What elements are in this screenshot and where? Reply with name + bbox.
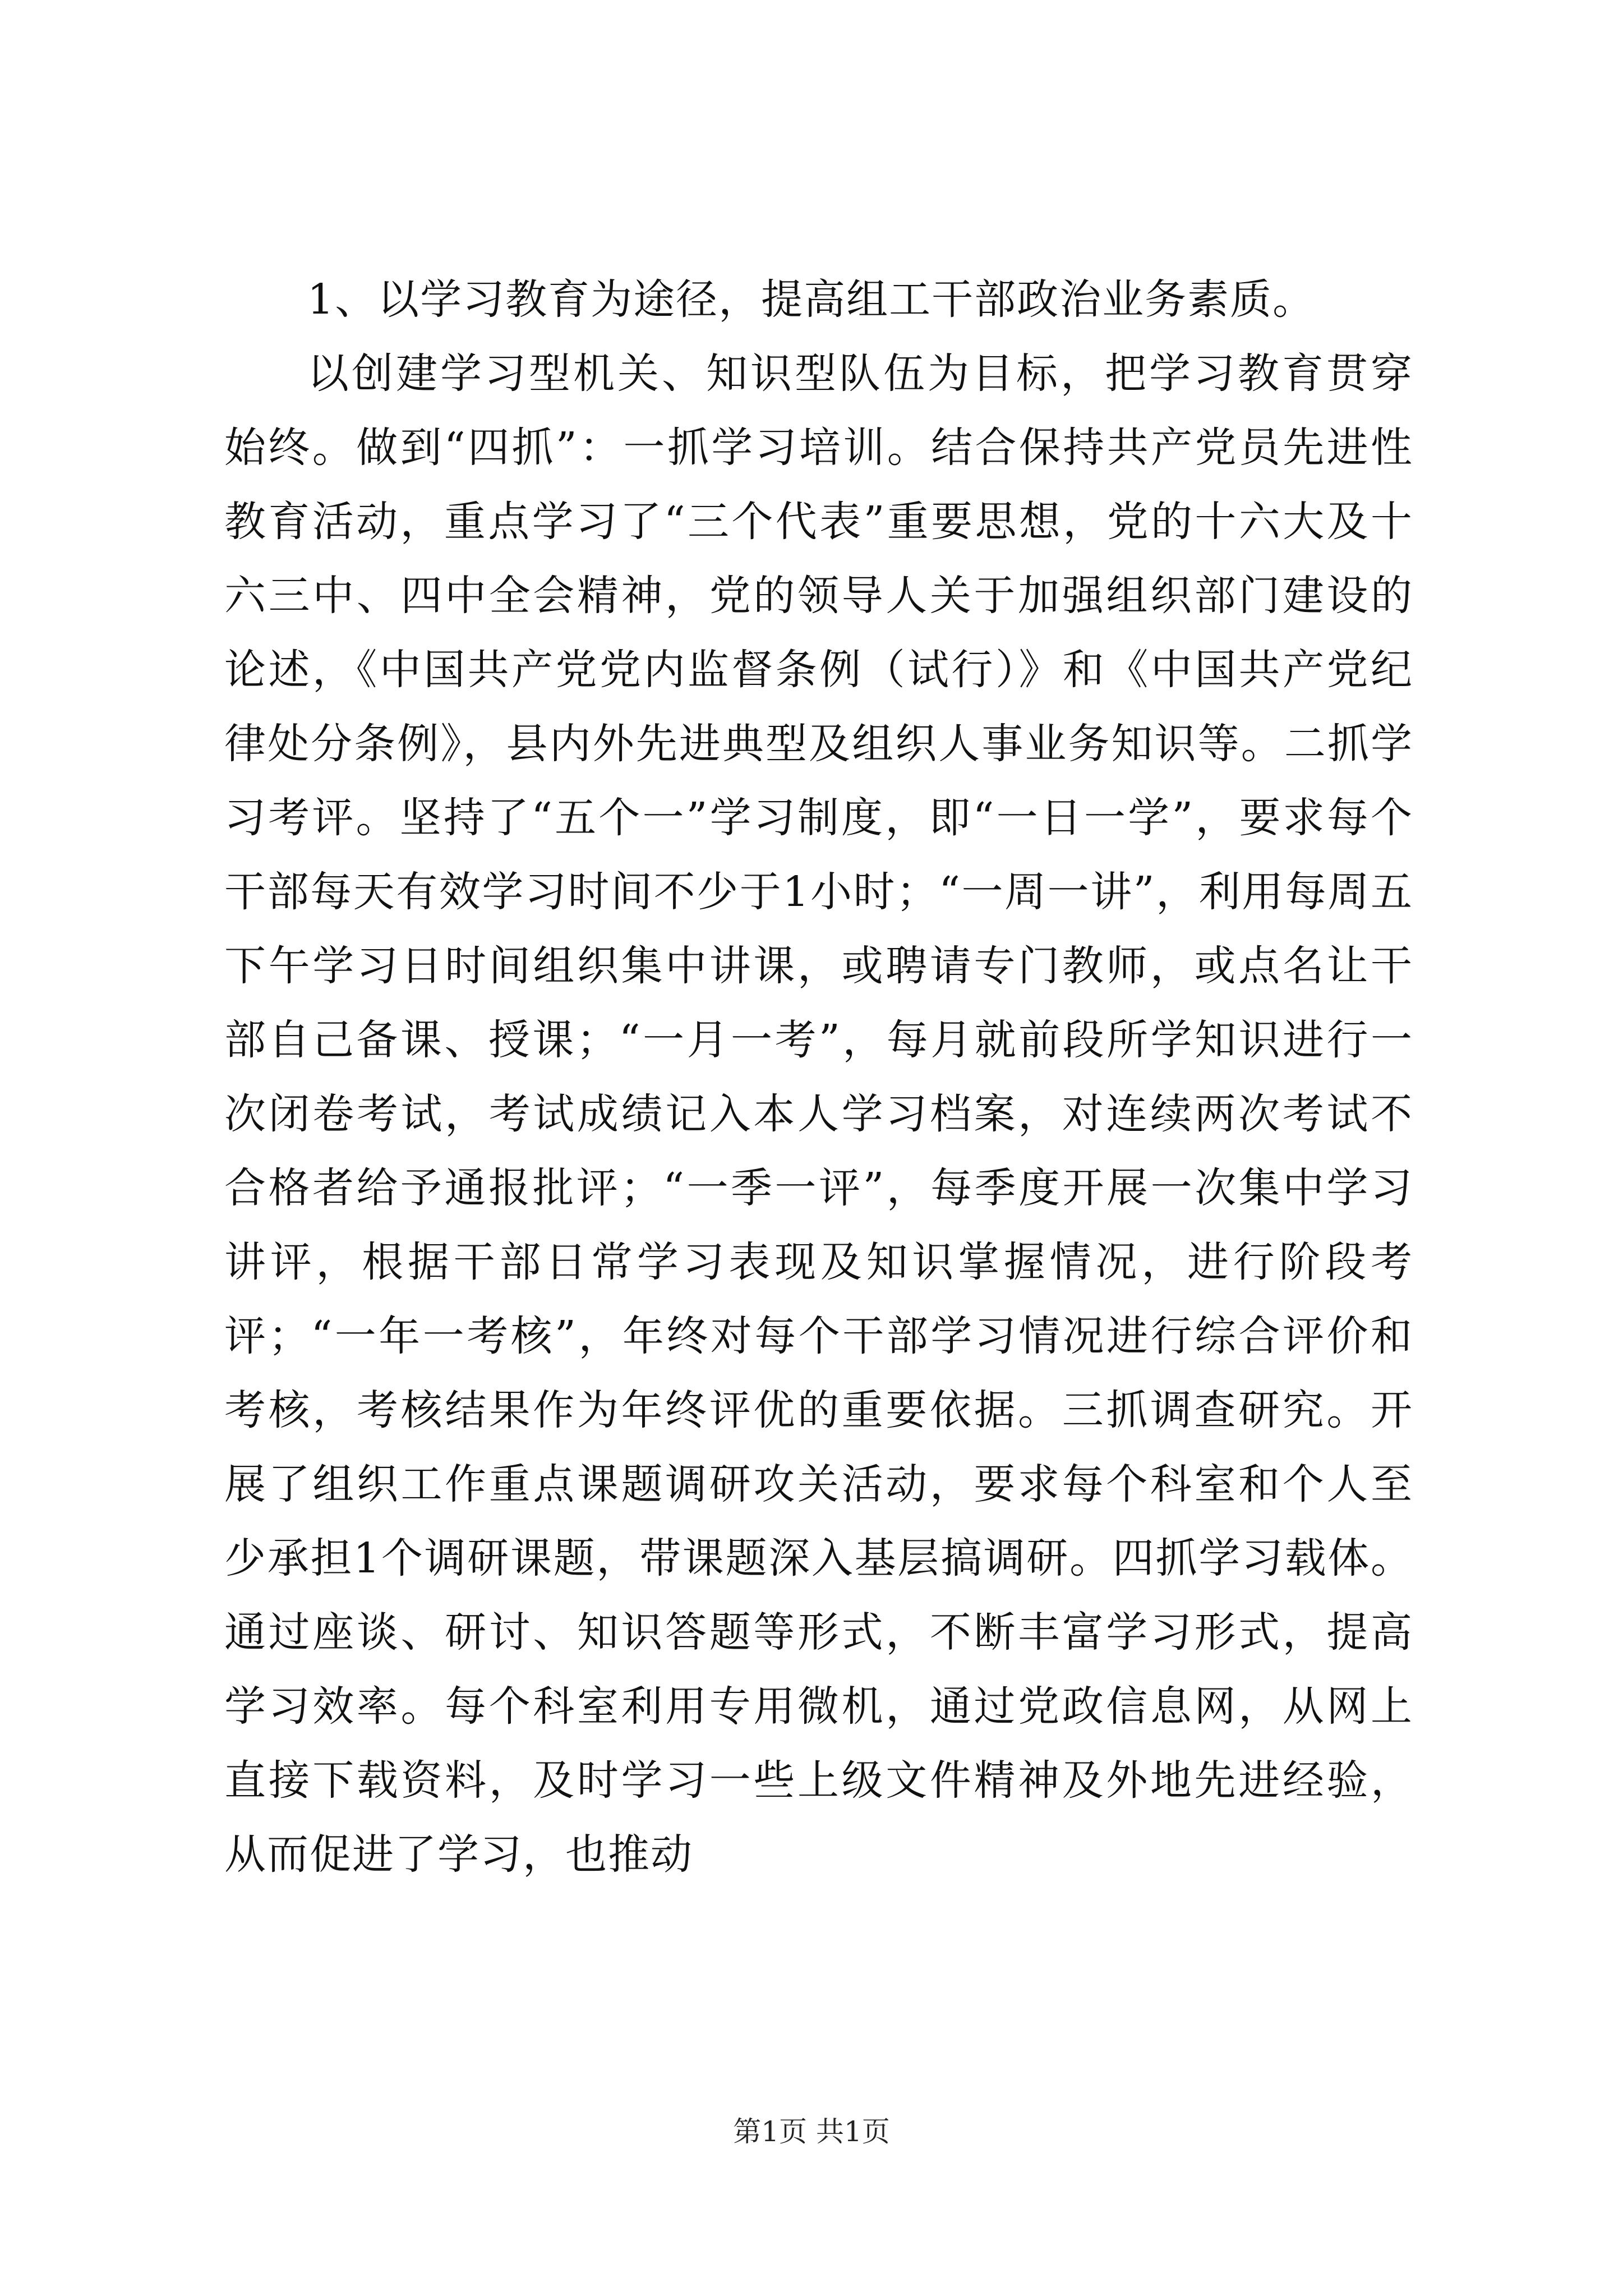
body-paragraph: 以创建学习型机关、知识型队伍为目标，把学习教育贯穿始终。做到“四抓”：一抓学习培训。结合保持共产党员先进性教育活动，重点学习了“三个代表”重要思想，党的十六大及十六三中、四中全会精神，党的领导人关于加强组织部门建设的论述，《中国共产党党内监督条例（试行）》和《中国共产党纪律处分条例》，县内外先进典型及组织人事业务知识等。二抓学习考评。坚持了“五个一”学习制度，即“一日一学”，要求每个干部每天有效学习时间不少于1小时；“一周一讲”，利用每周五下午学习日时间组织集中讲课，或聘请专门教师，或点名让干部自己备课、授课；“一月一考”，每月就前段所学知识进行一次闭卷考试，考试成绩记入本人学习档案，对连续两次考试不合格者给予通报批评；“一季一评”，每季度开展一次集中学习讲评，根据干部日常学习表现及知识掌握情况，进行阶段考评；“一年一考核”，年终对每个干部学习情况进行综合评价和考核，考核结果作为年终评优的重要依据。三抓调查研究。开展了组织工作重点课题调研攻关活动，要求每个科室和个人至少承担1个调研课题，带课题深入基层搞调研。四抓学习载体。通过座谈、研讨、知识答题等形式，不断丰富学习形式，提高学习效率。每个科室利用专用微机，通过党政信息网，从网上直接下载资料，及时学习一些上级文件精神及外地先进经验，从而促进了学习，也推动 xyxy=(224,349,1413,1879)
page-footer: 第1页 共1页 xyxy=(733,2115,890,2148)
document-body xyxy=(224,263,1413,1892)
section-heading: 1、以学习教育为途径，提高组工干部政治业务素质。 xyxy=(307,275,1316,324)
